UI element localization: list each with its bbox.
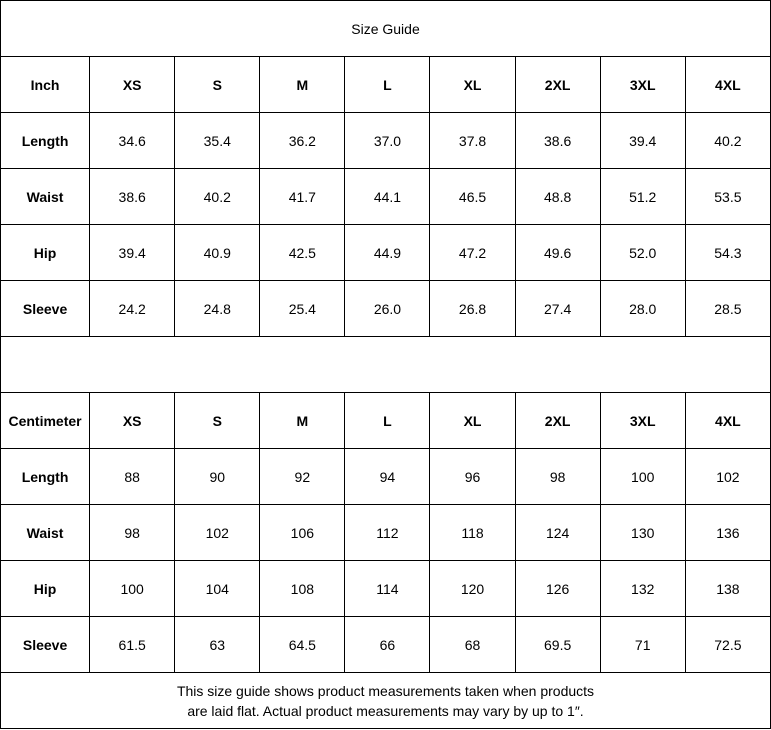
measurement-value: 27.4 [515, 281, 600, 337]
measurement-value: 106 [260, 505, 345, 561]
measurement-value: 34.6 [90, 113, 175, 169]
measurement-value: 26.0 [345, 281, 430, 337]
size-header-3xl: 3XL [600, 393, 685, 449]
table-row [1, 449, 771, 505]
measurement-value: 114 [345, 561, 430, 617]
size-header-xl: XL [430, 57, 515, 113]
measurement-value: 39.4 [90, 225, 175, 281]
measurement-value: 98 [90, 505, 175, 561]
measurement-value: 44.9 [345, 225, 430, 281]
measurement-value: 72.5 [685, 617, 770, 673]
measurement-value: 126 [515, 561, 600, 617]
measurement-value: 49.6 [515, 225, 600, 281]
table-row [1, 113, 771, 169]
measurement-label: Length [1, 113, 90, 169]
measurement-label: Sleeve [1, 617, 90, 673]
measurement-value: 40.9 [175, 225, 260, 281]
measurement-value: 71 [600, 617, 685, 673]
note-line-2: are laid flat. Actual product measurements may vary by up to 1″. [187, 702, 584, 719]
table-row [1, 169, 771, 225]
table-row [1, 505, 771, 561]
measurement-value: 124 [515, 505, 600, 561]
measurement-value: 41.7 [260, 169, 345, 225]
measurement-value: 54.3 [685, 225, 770, 281]
measurement-value: 104 [175, 561, 260, 617]
measurement-label: Length [1, 449, 90, 505]
measurement-value: 100 [90, 561, 175, 617]
measurement-value: 69.5 [515, 617, 600, 673]
measurement-value: 48.8 [515, 169, 600, 225]
measurement-label: Waist [1, 169, 90, 225]
centimeter-unit-label: Centimeter [1, 393, 90, 449]
measurement-value: 132 [600, 561, 685, 617]
measurement-value: 24.8 [175, 281, 260, 337]
size-header-2xl: 2XL [515, 393, 600, 449]
size-header-xs: XS [90, 57, 175, 113]
inch-unit-label: Inch [1, 57, 90, 113]
measurement-value: 38.6 [90, 169, 175, 225]
size-header-s: S [175, 57, 260, 113]
measurement-value: 28.5 [685, 281, 770, 337]
measurement-value: 68 [430, 617, 515, 673]
measurement-value: 94 [345, 449, 430, 505]
spacer-cell [1, 337, 771, 393]
spacer-row [1, 337, 771, 393]
size-header-xs: XS [90, 393, 175, 449]
size-header-xl: XL [430, 393, 515, 449]
size-header-m: M [260, 57, 345, 113]
measurement-value: 47.2 [430, 225, 515, 281]
table-row [1, 225, 771, 281]
size-header-m: M [260, 393, 345, 449]
measurement-value: 96 [430, 449, 515, 505]
measurement-value: 25.4 [260, 281, 345, 337]
measurement-value: 118 [430, 505, 515, 561]
table-row [1, 561, 771, 617]
measurement-value: 100 [600, 449, 685, 505]
centimeter-header-row [1, 393, 771, 449]
measurement-value: 53.5 [685, 169, 770, 225]
measurement-value: 130 [600, 505, 685, 561]
measurement-value: 40.2 [685, 113, 770, 169]
measurement-value: 51.2 [600, 169, 685, 225]
table-row [1, 281, 771, 337]
measurement-value: 37.8 [430, 113, 515, 169]
measurement-value: 39.4 [600, 113, 685, 169]
measurement-label: Waist [1, 505, 90, 561]
measurement-value: 40.2 [175, 169, 260, 225]
measurement-value: 92 [260, 449, 345, 505]
size-header-s: S [175, 393, 260, 449]
measurement-note [1, 673, 771, 729]
measurement-value: 52.0 [600, 225, 685, 281]
size-header-3xl: 3XL [600, 57, 685, 113]
size-header-l: L [345, 57, 430, 113]
measurement-value: 63 [175, 617, 260, 673]
note-row [1, 673, 771, 729]
measurement-value: 88 [90, 449, 175, 505]
measurement-value: 136 [685, 505, 770, 561]
note-line-1: This size guide shows product measurements taken when products [176, 682, 595, 699]
title-row [1, 1, 771, 57]
measurement-value: 35.4 [175, 113, 260, 169]
measurement-value: 120 [430, 561, 515, 617]
measurement-value: 108 [260, 561, 345, 617]
measurement-value: 90 [175, 449, 260, 505]
measurement-value: 66 [345, 617, 430, 673]
measurement-value: 24.2 [90, 281, 175, 337]
table-row [1, 617, 771, 673]
measurement-value: 42.5 [260, 225, 345, 281]
inch-header-row [1, 57, 771, 113]
measurement-label: Hip [1, 225, 90, 281]
measurement-value: 112 [345, 505, 430, 561]
measurement-value: 28.0 [600, 281, 685, 337]
measurement-label: Sleeve [1, 281, 90, 337]
measurement-value: 26.8 [430, 281, 515, 337]
size-header-4xl: 4XL [685, 57, 770, 113]
measurement-value: 38.6 [515, 113, 600, 169]
measurement-value: 46.5 [430, 169, 515, 225]
measurement-value: 61.5 [90, 617, 175, 673]
measurement-value: 102 [685, 449, 770, 505]
measurement-value: 102 [175, 505, 260, 561]
measurement-label: Hip [1, 561, 90, 617]
measurement-value: 36.2 [260, 113, 345, 169]
measurement-value: 64.5 [260, 617, 345, 673]
size-header-4xl: 4XL [685, 393, 770, 449]
measurement-value: 44.1 [345, 169, 430, 225]
size-header-2xl: 2XL [515, 57, 600, 113]
size-header-l: L [345, 393, 430, 449]
measurement-value: 98 [515, 449, 600, 505]
measurement-value: 138 [685, 561, 770, 617]
table-title: Size Guide [1, 1, 771, 57]
measurement-value: 37.0 [345, 113, 430, 169]
